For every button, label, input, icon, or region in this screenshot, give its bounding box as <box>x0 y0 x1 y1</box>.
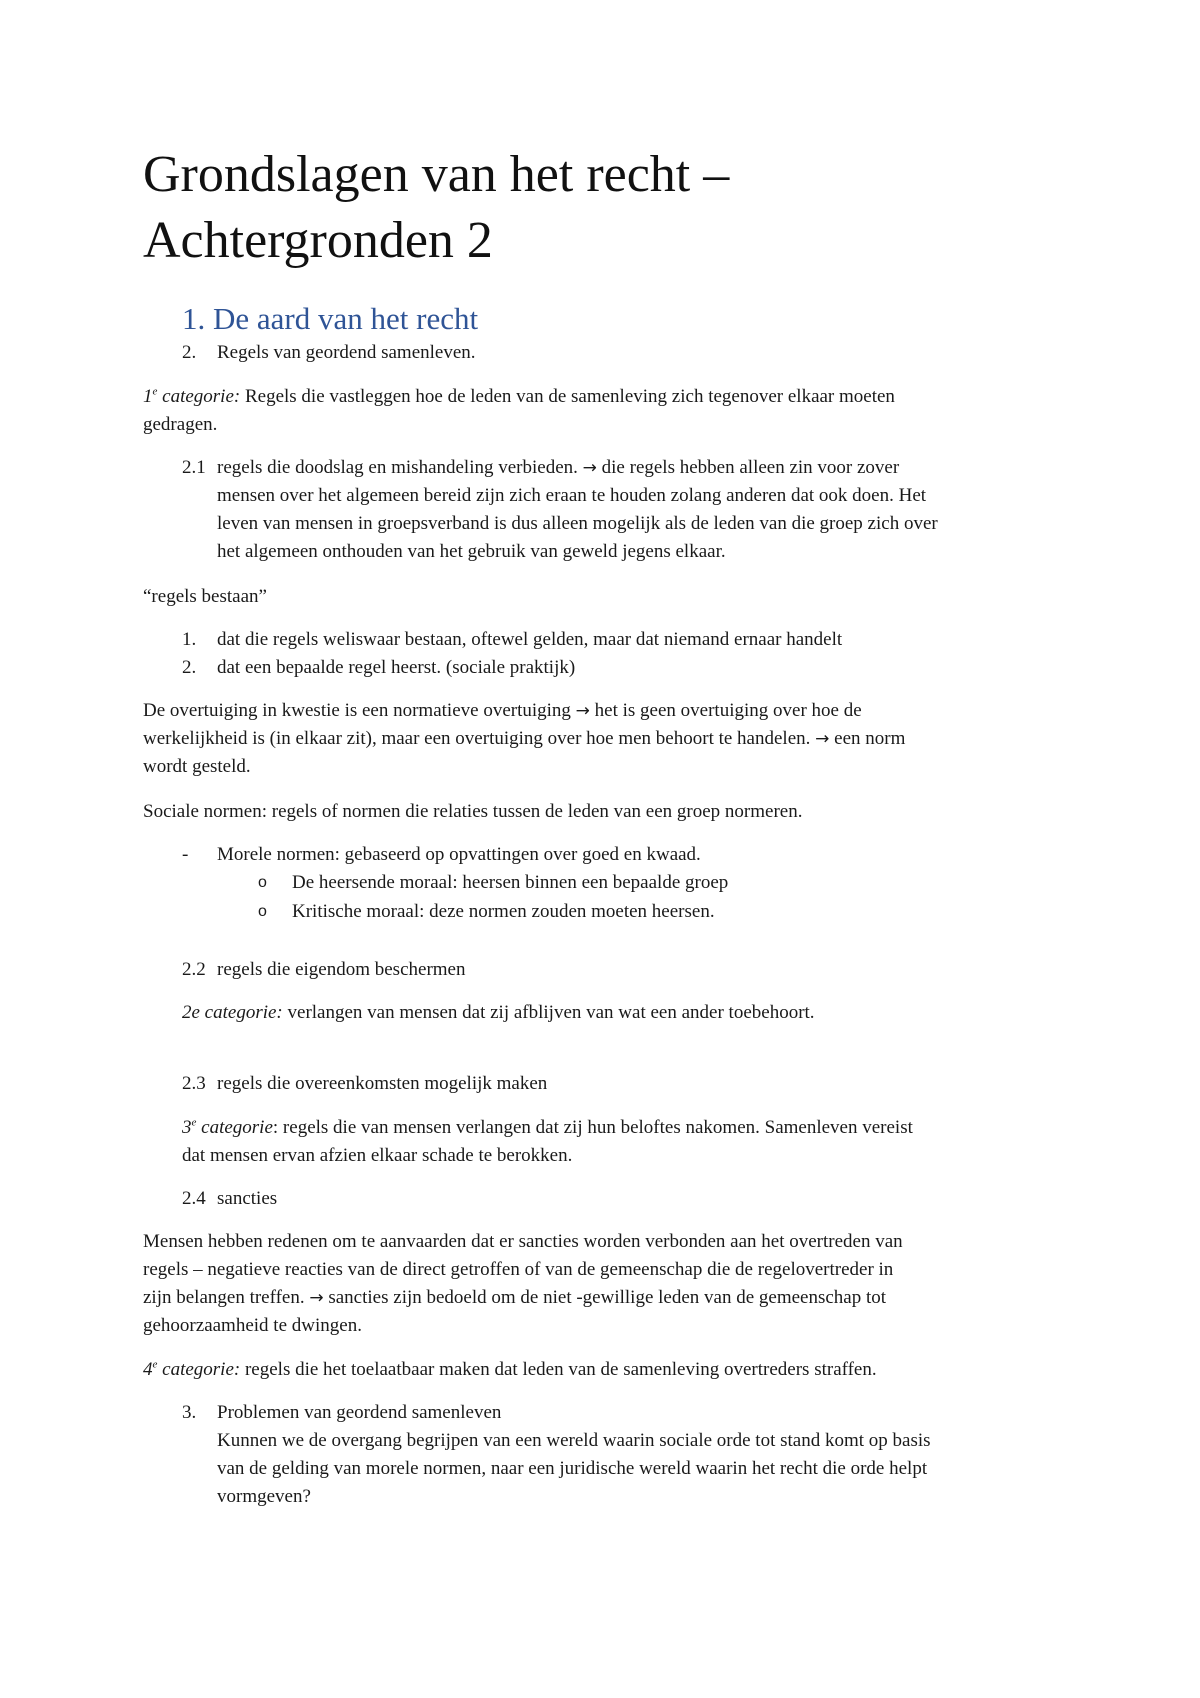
paragraph-line: gehoorzaamheid te dwingen. <box>143 1315 362 1336</box>
paragraph-line: van de gelding van morele normen, naar een juridische wereld waarin het recht die orde helpt <box>217 1458 928 1479</box>
category-label: 1e categorie: <box>143 385 241 407</box>
list-item-text: dat die regels weliswaar bestaan, oftewel gelden, maar dat niemand ernaar handelt <box>217 629 843 650</box>
sancties-paragraph <box>143 1228 1073 1340</box>
list-number: 2. <box>182 657 197 678</box>
title-line-2: Achtergronden 2 <box>143 212 493 269</box>
section-2-1-text <box>217 454 1072 566</box>
category-3-paragraph <box>182 1114 1062 1170</box>
item-title: Problemen van geordend samenleven <box>217 1402 502 1423</box>
circle-bullet-icon: o <box>258 874 267 891</box>
section-number: 2.4 <box>182 1188 206 1209</box>
paragraph-line: regels – negatieve reacties van de direct getroffen of van de gemeenschap die de regelovertreder in <box>143 1259 894 1280</box>
section-2-3-text: regels die overeenkomsten mogelijk maken <box>217 1073 548 1094</box>
section-number: 2.1 <box>182 457 206 478</box>
sub-list-item-text: Kritische moraal: deze normen zouden moeten heersen. <box>292 901 715 922</box>
paragraph-line: het algemeen onthouden van het gebruik van geweld jegens elkaar. <box>217 541 726 562</box>
paragraph-line: mensen over het algemeen bereid zijn zich eraan te houden zolang anderen dat ook doen. Het <box>217 485 927 506</box>
quote-regels-bestaan: “regels bestaan” <box>143 586 267 607</box>
category-1-paragraph <box>143 383 1073 439</box>
paragraph-line: 3e categorie: regels die van mensen verlangen dat zij hun beloftes nakomen. Samenleven vereist <box>182 1116 913 1138</box>
section-number: 2.2 <box>182 959 206 980</box>
arrow-right-icon: → <box>582 458 597 478</box>
paragraph-line: regels die doodslag en mishandeling verbieden. → die regels hebben alleen zin voor zover <box>217 457 900 478</box>
paragraph-line: 1e categorie: Regels die vastleggen hoe de leden van de samenleving zich tegenover elkaar moeten <box>143 385 895 407</box>
paragraph-line: gedragen. <box>143 414 218 435</box>
heading-de-aard-van-het-recht <box>182 299 478 339</box>
section-number: 2.3 <box>182 1073 206 1094</box>
overtuiging-paragraph <box>143 697 1073 781</box>
paragraph-line: De overtuiging in kwestie is een normatieve overtuiging → het is geen overtuiging over hoe de <box>143 700 862 721</box>
dash-bullet: - <box>182 844 189 865</box>
arrow-right-icon: → <box>309 1288 324 1308</box>
category-2-paragraph: 2e categorie: verlangen van mensen dat zij afblijven van wat een ander toebehoort. <box>182 1002 815 1023</box>
paragraph-line: werkelijkheid is (in elkaar zit), maar een overtuiging over hoe men behoort te handelen. → een norm <box>143 728 906 749</box>
paragraph-line: vormgeven? <box>217 1486 311 1507</box>
category-label: 4e categorie: <box>143 1358 241 1380</box>
paragraph-line: Kunnen we de overgang begrijpen van een wereld waarin sociale orde tot stand komt op basis <box>217 1430 931 1451</box>
section-2-4-text: sancties <box>217 1188 278 1209</box>
arrow-right-icon: → <box>575 701 590 721</box>
document-title <box>143 142 1063 274</box>
paragraph-line: Mensen hebben redenen om te aanvaarden dat er sancties worden verbonden aan het overtreden van <box>143 1231 903 1252</box>
category-label: 3e categorie <box>182 1116 273 1138</box>
paragraph-line: wordt gesteld. <box>143 756 251 777</box>
item-3-text <box>217 1399 1072 1511</box>
heading-number: 1. <box>182 301 206 336</box>
section-2-2-text: regels die eigendom beschermen <box>217 959 466 980</box>
category-4-paragraph: 4e categorie: regels die het toelaatbaar maken dat leden van de samenleving overtreders straffen. <box>143 1358 877 1380</box>
paragraph-line: leven van mensen in groepsverband is dus alleen mogelijk als de leden van die groep zich over <box>217 513 938 534</box>
list-number: 2. <box>182 342 197 363</box>
category-label: 2e categorie: <box>182 1002 283 1023</box>
sociale-normen-paragraph: Sociale normen: regels of normen die relaties tussen de leden van een groep normeren. <box>143 801 803 822</box>
arrow-right-icon: → <box>815 729 830 749</box>
paragraph-line: zijn belangen treffen. → sancties zijn bedoeld om de niet -gewillige leden van de gemeenschap tot <box>143 1287 887 1308</box>
list-item-text: dat een bepaalde regel heerst. (sociale praktijk) <box>217 657 576 678</box>
list-item-text: Regels van geordend samenleven. <box>217 342 476 363</box>
list-number: 3. <box>182 1402 197 1423</box>
sub-list-item-text: De heersende moraal: heersen binnen een bepaalde groep <box>292 872 729 893</box>
circle-bullet-icon: o <box>258 903 267 920</box>
list-item-text: Morele normen: gebaseerd op opvattingen over goed en kwaad. <box>217 844 701 865</box>
list-number: 1. <box>182 629 197 650</box>
paragraph-line: dat mensen ervan afzien elkaar schade te berokken. <box>182 1145 573 1166</box>
heading-text: De aard van het recht <box>213 301 479 336</box>
title-line-1: Grondslagen van het recht – <box>143 146 730 203</box>
